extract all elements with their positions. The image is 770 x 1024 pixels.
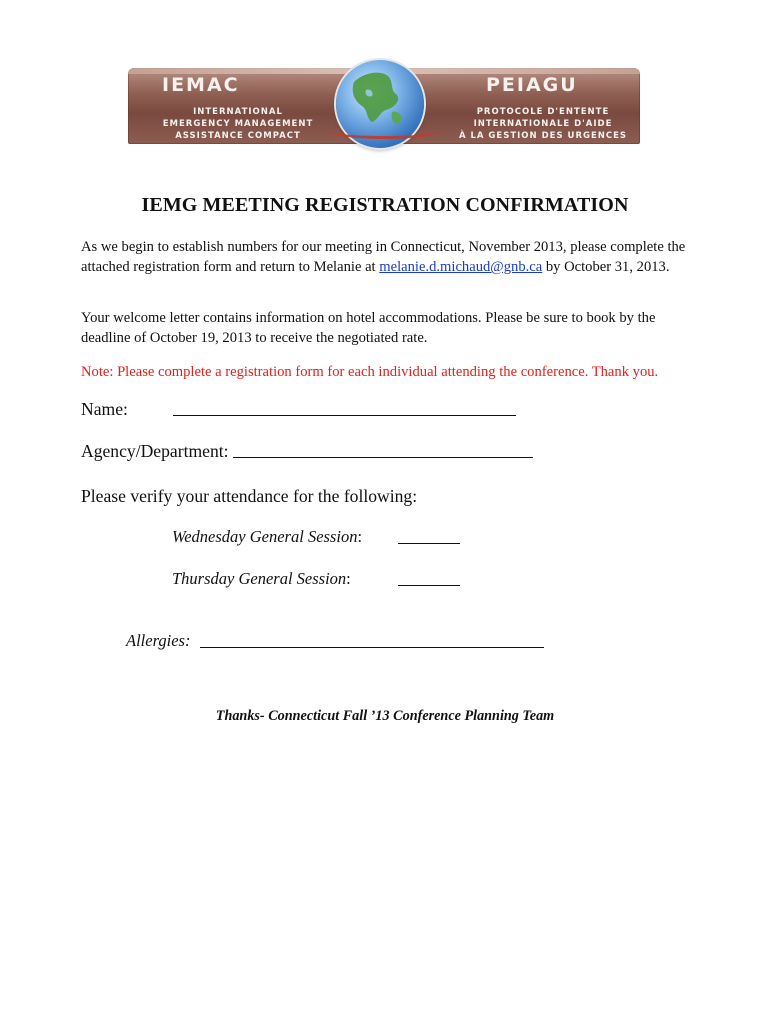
peiagu-line-1: PROTOCOLE D'ENTENTE [476, 107, 610, 117]
banner-swoosh [328, 122, 440, 139]
iemac-peiagu-banner-logo [128, 60, 640, 146]
name-field[interactable] [173, 399, 516, 416]
page-title: IEMG MEETING REGISTRATION CONFIRMATION [141, 194, 629, 216]
email-link[interactable]: melanie.d.michaud@gnb.ca [379, 259, 543, 275]
thursday-session-label [172, 569, 351, 589]
wednesday-attendance-field[interactable] [398, 527, 460, 544]
allergies-field[interactable] [200, 631, 544, 648]
agency-field[interactable] [233, 441, 533, 458]
agency-label: Agency/Department: [81, 441, 229, 461]
intro-paragraph [81, 237, 691, 277]
peiagu-line-2: INTERNATIONALE D'AIDE [473, 119, 613, 129]
allergies-label: Allergies: [126, 631, 191, 650]
thursday-attendance-field[interactable] [398, 569, 460, 586]
thursday-label-text: Thursday General Session [172, 569, 347, 588]
iemac-acronym: IEMAC [162, 74, 240, 96]
wednesday-label-text: Wednesday General Session [172, 527, 358, 546]
peiagu-acronym: PEIAGU [486, 74, 578, 96]
iemac-line-2: EMERGENCY MANAGEMENT [162, 119, 314, 129]
iemac-line-1: INTERNATIONAL [193, 107, 283, 117]
peiagu-text-block [458, 74, 628, 142]
hotel-paragraph: Your welcome letter contains information on hotel accommodations. Please be sure to book by the deadline of October 19, 2013 to receive the negotiated rate. [81, 310, 656, 346]
intro-text-before: As we begin to establish numbers for our meeting in Connecticut, November 2013, please complete the attached registration form and return to Melanie at [81, 239, 686, 275]
wednesday-session-label [172, 527, 362, 547]
iemac-line-3: ASSISTANCE COMPACT [175, 131, 301, 141]
wednesday-colon: : [357, 527, 363, 546]
peiagu-line-3: À LA GESTION DES URGENCES [458, 131, 628, 141]
attendance-heading: Please verify your attendance for the following: [81, 486, 418, 506]
closing-signature: Thanks- Connecticut Fall ’13 Conference Planning Team [215, 708, 555, 724]
note-text: Note: Please complete a registration form for each individual attending the conference. Thank you. [81, 364, 659, 380]
intro-text-after: by October 31, 2013. [542, 259, 670, 275]
thursday-colon: : [346, 569, 351, 588]
iemac-text-block [148, 74, 328, 142]
name-label: Name: [81, 399, 128, 419]
